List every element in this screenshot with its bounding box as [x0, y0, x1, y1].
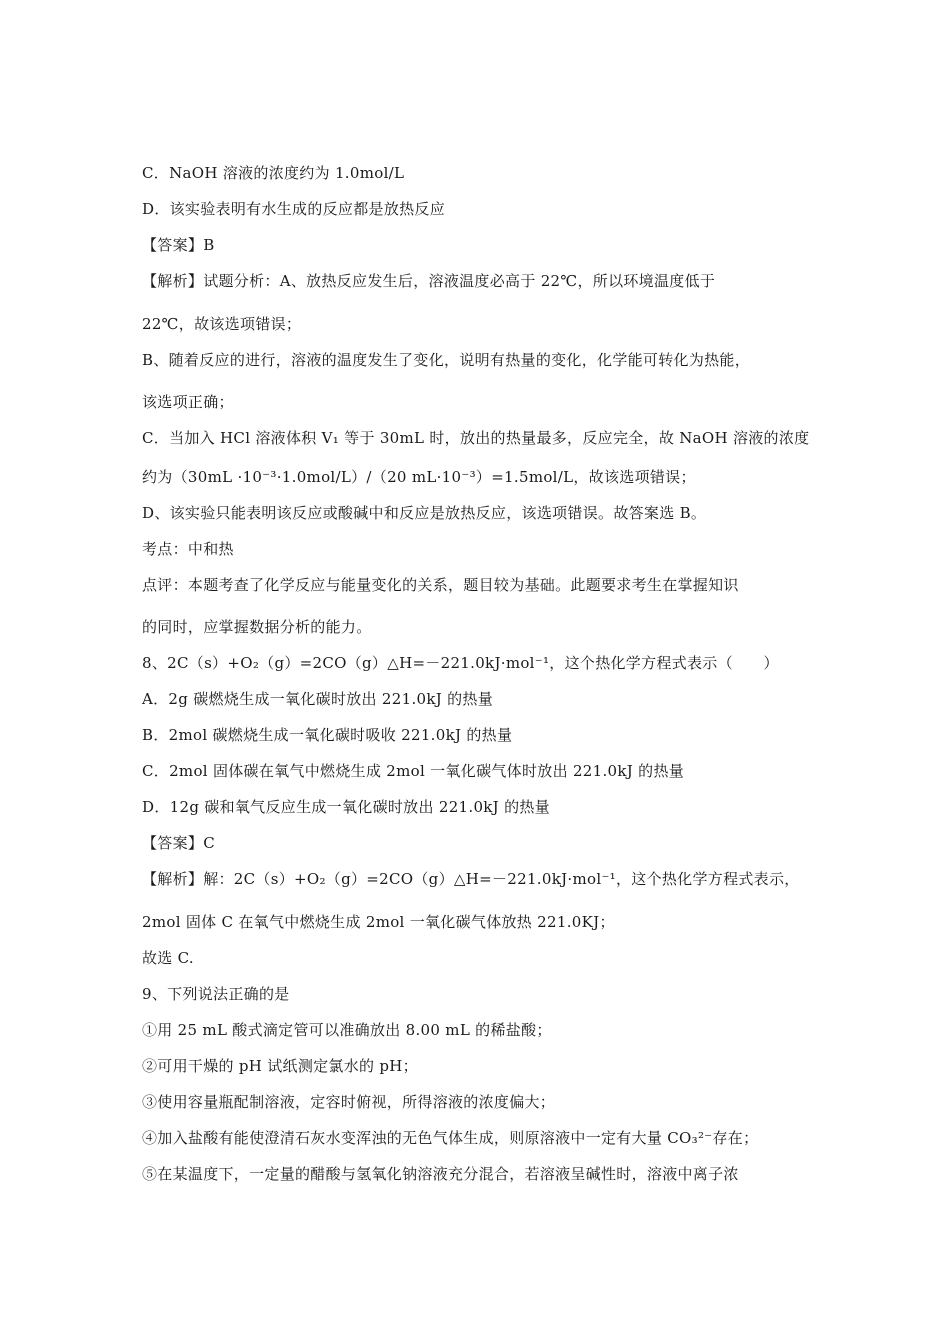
text-line: 约为（30mL ·10⁻³·1.0mol/L）/（20 mL·10⁻³）=1.5mol/L，故该选项错误；: [142, 468, 696, 486]
text-line: 【解析】试题分析：A、放热反应发生后，溶液温度必高于 22℃，所以环境温度低于: [142, 272, 716, 290]
text-line: 的同时，应掌握数据分析的能力。: [142, 618, 372, 636]
text-line: C．NaOH 溶液的浓度约为 1.0mol/L: [142, 164, 405, 182]
text-line: 9、下列说法正确的是: [142, 985, 290, 1003]
text-line: 点评：本题考查了化学反应与能量变化的关系，题目较为基础。此题要求考生在掌握知识: [142, 576, 739, 594]
text-line: C．当加入 HCl 溶液体积 V₁ 等于 30mL 时，放出的热量最多，反应完全，故 NaOH 溶液的浓度: [142, 429, 810, 447]
text-line: 8、2C（s）+O₂（g）=2CO（g）△H=－221.0kJ·mol⁻¹，这个热化学方程式表示（ ）: [142, 654, 779, 672]
text-line: 2mol 固体 C 在氧气中燃烧生成 2mol 一氧化碳气体放热 221.0KJ；: [142, 913, 615, 931]
text-line: A．2g 碳燃烧生成一氧化碳时放出 221.0kJ 的热量: [142, 690, 494, 708]
text-line: ①用 25 mL 酸式滴定管可以准确放出 8.00 mL 的稀盐酸；: [142, 1021, 552, 1039]
text-line: D．12g 碳和氧气反应生成一氧化碳时放出 221.0kJ 的热量: [142, 798, 550, 816]
text-line: B．2mol 碳燃烧生成一氧化碳时吸收 221.0kJ 的热量: [142, 726, 513, 744]
text-line: ②可用干燥的 pH 试纸测定氯水的 pH；: [142, 1057, 418, 1075]
text-line: 【答案】C: [142, 834, 215, 852]
text-line: D、该实验只能表明该反应或酸碱中和反应是放热反应，该选项错误。故答案选 B。: [142, 504, 707, 522]
text-line: C．2mol 固体碳在氧气中燃烧生成 2mol 一氧化碳气体时放出 221.0kJ 的热量: [142, 762, 685, 780]
text-line: 22℃，故该选项错误；: [142, 315, 302, 333]
text-line: D．该实验表明有水生成的反应都是放热反应: [142, 200, 446, 218]
text-line: 该选项正确；: [142, 393, 234, 411]
text-line: 故选 C.: [142, 949, 194, 967]
text-line: ③使用容量瓶配制溶液，定容时俯视，所得溶液的浓度偏大；: [142, 1093, 556, 1111]
text-line: 【答案】B: [142, 236, 215, 254]
text-line: ④加入盐酸有能使澄清石灰水变浑浊的无色气体生成，则原溶液中一定有大量 CO₃²⁻存在；: [142, 1129, 759, 1147]
text-line: 考点：中和热: [142, 540, 234, 558]
text-line: B、随着反应的进行，溶液的温度发生了变化，说明有热量的变化，化学能可转化为热能，: [142, 351, 751, 369]
text-line: ⑤在某温度下，一定量的醋酸与氢氧化钠溶液充分混合，若溶液呈碱性时，溶液中离子浓: [142, 1165, 739, 1183]
text-line: 【解析】解：2C（s）+O₂（g）=2CO（g）△H=－221.0kJ·mol⁻¹，这个热化学方程式表示，: [142, 870, 800, 888]
